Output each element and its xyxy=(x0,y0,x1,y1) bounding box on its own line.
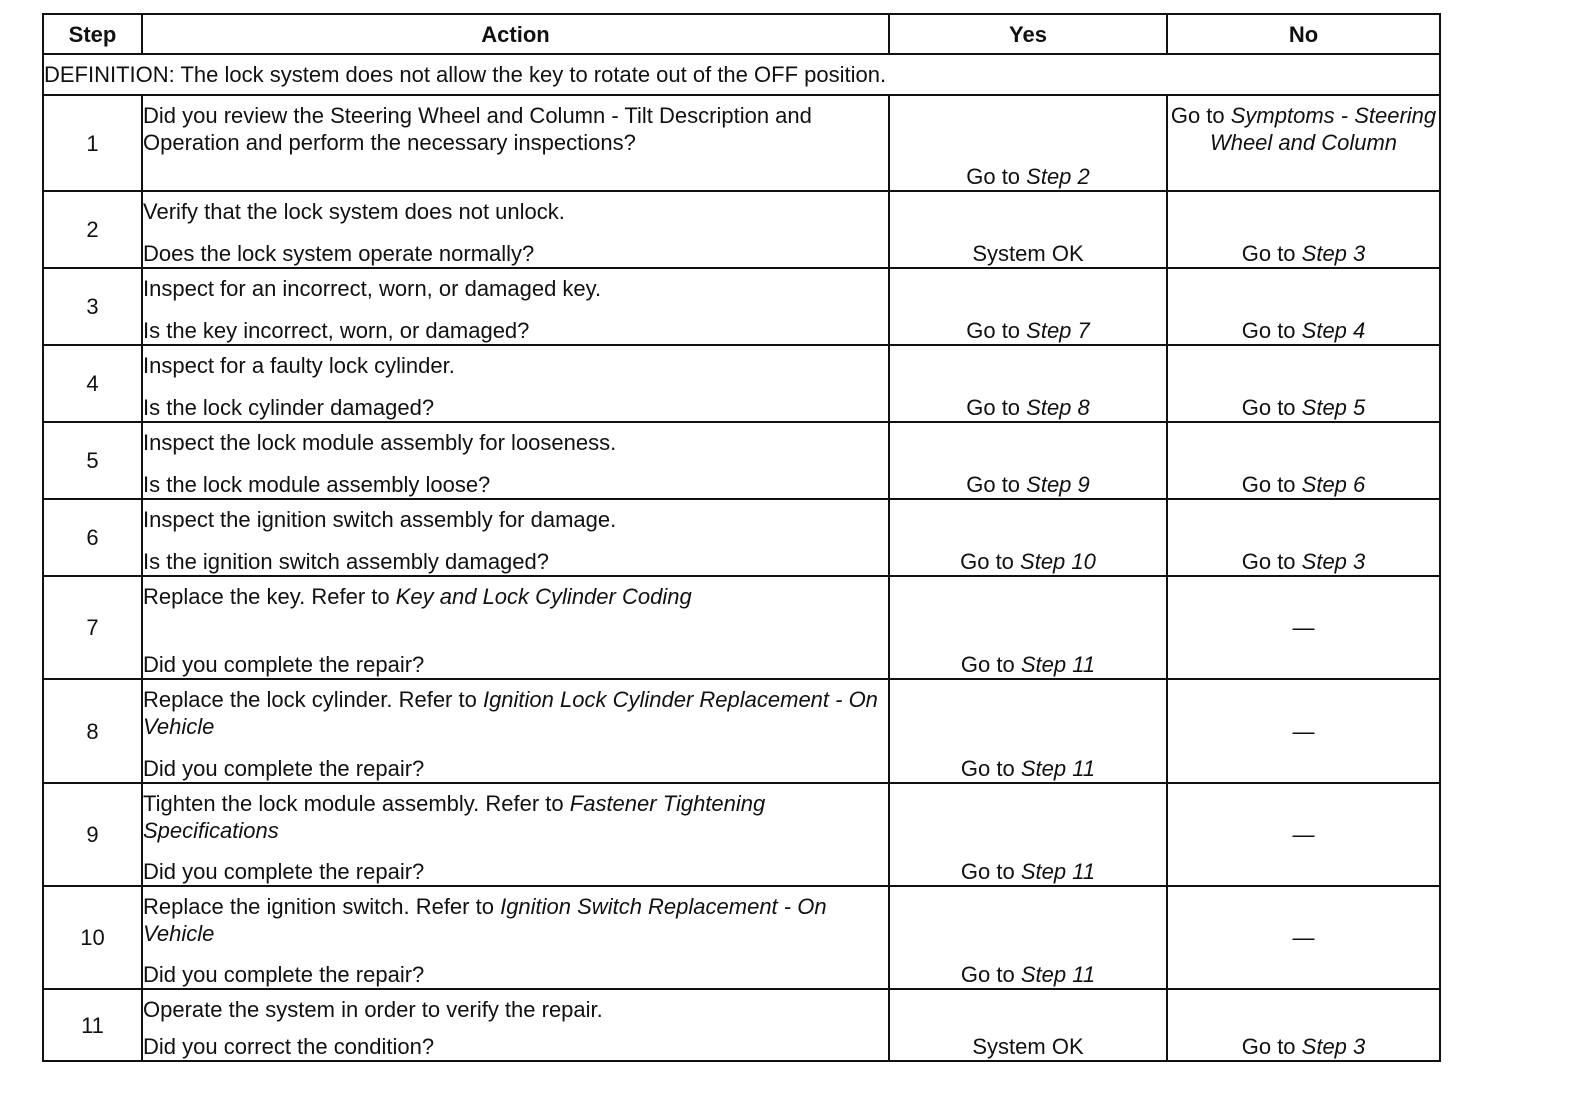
action-question: Did you complete the repair? xyxy=(143,652,425,677)
action-cell xyxy=(142,422,889,499)
no-cell xyxy=(1167,576,1440,679)
table-row xyxy=(43,191,1440,268)
action-question: Is the key incorrect, worn, or damaged? xyxy=(143,318,530,343)
action-cell xyxy=(142,191,889,268)
table-row xyxy=(43,422,1440,499)
header-no: No xyxy=(1167,14,1440,54)
yes-step-link[interactable]: Step 11 xyxy=(1020,962,1096,987)
action-instruction xyxy=(143,583,888,610)
step-number: 10 xyxy=(43,886,142,989)
step-number: 7 xyxy=(43,576,142,679)
no-text: Go to xyxy=(1241,395,1302,420)
yes-cell xyxy=(889,679,1167,783)
yes-text: Go to xyxy=(960,652,1021,677)
step-number: 6 xyxy=(43,499,142,576)
yes-cell xyxy=(889,783,1167,886)
instruction-text: Inspect the ignition switch assembly for damage. xyxy=(143,507,617,532)
no-step-link[interactable]: Step 5 xyxy=(1301,395,1366,420)
yes-step-link[interactable]: Step 8 xyxy=(1026,395,1090,420)
action-question: Did you complete the repair? xyxy=(143,962,425,987)
table-row xyxy=(43,989,1440,1061)
no-text: Go to xyxy=(1241,1034,1302,1059)
no-cell xyxy=(1167,268,1440,345)
yes-cell xyxy=(889,191,1167,268)
step-number: 4 xyxy=(43,345,142,422)
no-cell xyxy=(1167,95,1440,191)
reference-link[interactable]: Ignition Lock Cylinder Replacement - On Vehicle xyxy=(143,687,878,739)
no-cell xyxy=(1167,422,1440,499)
yes-cell xyxy=(889,345,1167,422)
yes-text: Go to xyxy=(966,472,1027,497)
no-step-link[interactable]: Step 3 xyxy=(1301,241,1366,266)
no-text: — xyxy=(1292,615,1315,640)
action-question: Is the lock cylinder damaged? xyxy=(143,395,435,420)
action-instruction xyxy=(143,996,888,1023)
reference-link[interactable]: Ignition Switch Replacement - On Vehicle xyxy=(143,894,827,946)
yes-cell xyxy=(889,499,1167,576)
yes-cell xyxy=(889,95,1167,191)
yes-step-link[interactable]: Step 11 xyxy=(1020,859,1096,884)
no-step-link[interactable]: Symptoms - Steering Wheel and Column xyxy=(1209,103,1437,155)
action-instruction xyxy=(143,429,888,456)
action-cell xyxy=(142,679,889,783)
instruction-text: Replace the lock cylinder. Refer to xyxy=(143,687,483,712)
action-cell xyxy=(142,499,889,576)
action-cell xyxy=(142,886,889,989)
table-row xyxy=(43,886,1440,989)
action-instruction xyxy=(143,275,888,302)
no-text: — xyxy=(1292,822,1315,847)
yes-text: System OK xyxy=(972,241,1084,266)
no-cell xyxy=(1167,989,1440,1061)
action-question: Did you complete the repair? xyxy=(143,756,425,781)
no-step-link[interactable]: Step 4 xyxy=(1301,318,1366,343)
action-question: Did you correct the condition? xyxy=(143,1034,435,1059)
no-text: Go to xyxy=(1170,103,1231,128)
action-cell xyxy=(142,576,889,679)
table-row xyxy=(43,499,1440,576)
no-cell xyxy=(1167,783,1440,886)
no-text: — xyxy=(1292,718,1315,744)
action-instruction xyxy=(143,506,888,533)
table-row xyxy=(43,345,1440,422)
yes-step-link[interactable]: Step 11 xyxy=(1020,756,1096,781)
step-number: 2 xyxy=(43,191,142,268)
yes-step-link[interactable]: Step 2 xyxy=(1026,164,1090,189)
no-text: — xyxy=(1292,925,1315,950)
step-number: 11 xyxy=(43,989,142,1061)
no-cell xyxy=(1167,499,1440,576)
instruction-text: Inspect for a faulty lock cylinder. xyxy=(143,353,455,378)
no-text: Go to xyxy=(1241,549,1302,574)
action-cell xyxy=(142,95,889,191)
table-row xyxy=(43,783,1440,886)
no-step-link[interactable]: Step 3 xyxy=(1301,1034,1366,1059)
action-instruction xyxy=(143,198,888,225)
instruction-text: Replace the key. Refer to xyxy=(143,584,396,609)
step-number: 5 xyxy=(43,422,142,499)
yes-text: Go to xyxy=(966,318,1027,343)
no-step-link[interactable]: Step 3 xyxy=(1301,549,1366,574)
instruction-text: Tighten the lock module assembly. Refer to xyxy=(143,791,570,816)
step-number: 1 xyxy=(43,95,142,191)
no-cell xyxy=(1167,191,1440,268)
yes-cell xyxy=(889,576,1167,679)
action-cell xyxy=(142,345,889,422)
action-instruction xyxy=(143,790,888,844)
action-cell xyxy=(142,268,889,345)
step-number: 9 xyxy=(43,783,142,886)
action-instruction xyxy=(143,352,888,379)
yes-text: System OK xyxy=(972,1034,1084,1059)
yes-cell xyxy=(889,886,1167,989)
table-row xyxy=(43,679,1440,783)
action-question: Is the lock module assembly loose? xyxy=(143,472,491,497)
no-cell xyxy=(1167,886,1440,989)
yes-cell xyxy=(889,268,1167,345)
no-step-link[interactable]: Step 6 xyxy=(1301,472,1366,497)
step-number: 8 xyxy=(43,679,142,783)
action-instruction xyxy=(143,686,888,740)
yes-text: Go to xyxy=(960,549,1021,574)
instruction-text: Verify that the lock system does not unlock. xyxy=(143,199,565,224)
yes-cell xyxy=(889,989,1167,1061)
table-row xyxy=(43,268,1440,345)
yes-step-link[interactable]: Step 10 xyxy=(1020,549,1096,574)
definition-row xyxy=(43,54,1440,95)
header-step: Step xyxy=(43,14,142,54)
instruction-text: Operate the system in order to verify the repair. xyxy=(143,997,603,1022)
yes-step-link[interactable]: Step 11 xyxy=(1020,652,1096,677)
no-text: Go to xyxy=(1241,472,1302,497)
no-cell xyxy=(1167,679,1440,783)
action-instruction xyxy=(143,893,888,947)
yes-step-link[interactable]: Step 9 xyxy=(1026,472,1090,497)
yes-cell xyxy=(889,422,1167,499)
reference-link[interactable]: Key and Lock Cylinder Coding xyxy=(395,584,692,609)
no-cell xyxy=(1167,345,1440,422)
no-text: Go to xyxy=(1241,318,1302,343)
table-row xyxy=(43,95,1440,191)
action-question: Did you review the Steering Wheel and Column - Tilt Description and Operation and perform the necessary inspections? xyxy=(143,103,812,155)
table-row xyxy=(43,576,1440,679)
header-row xyxy=(43,14,1440,54)
header-action: Action xyxy=(142,14,889,54)
action-question: Did you complete the repair? xyxy=(143,859,425,884)
yes-text: Go to xyxy=(960,859,1021,884)
yes-step-link[interactable]: Step 7 xyxy=(1026,318,1090,343)
no-text: Go to xyxy=(1241,241,1302,266)
yes-text: Go to xyxy=(960,756,1021,781)
definition-text: DEFINITION: The lock system does not allow the key to rotate out of the OFF position. xyxy=(43,54,1440,95)
action-question: Does the lock system operate normally? xyxy=(143,241,535,266)
instruction-text: Inspect for an incorrect, worn, or damaged key. xyxy=(143,276,602,301)
action-question: Is the ignition switch assembly damaged? xyxy=(143,549,549,574)
header-yes: Yes xyxy=(889,14,1167,54)
yes-text: Go to xyxy=(960,962,1021,987)
step-number: 3 xyxy=(43,268,142,345)
yes-text: Go to xyxy=(966,164,1027,189)
instruction-text: Replace the ignition switch. Refer to xyxy=(143,894,501,919)
diagnostic-table xyxy=(42,13,1441,1062)
yes-text: Go to xyxy=(966,395,1027,420)
action-cell xyxy=(142,783,889,886)
action-cell xyxy=(142,989,889,1061)
instruction-text: Inspect the lock module assembly for looseness. xyxy=(143,430,617,455)
reference-link[interactable]: Fastener Tightening Specifications xyxy=(143,791,766,843)
